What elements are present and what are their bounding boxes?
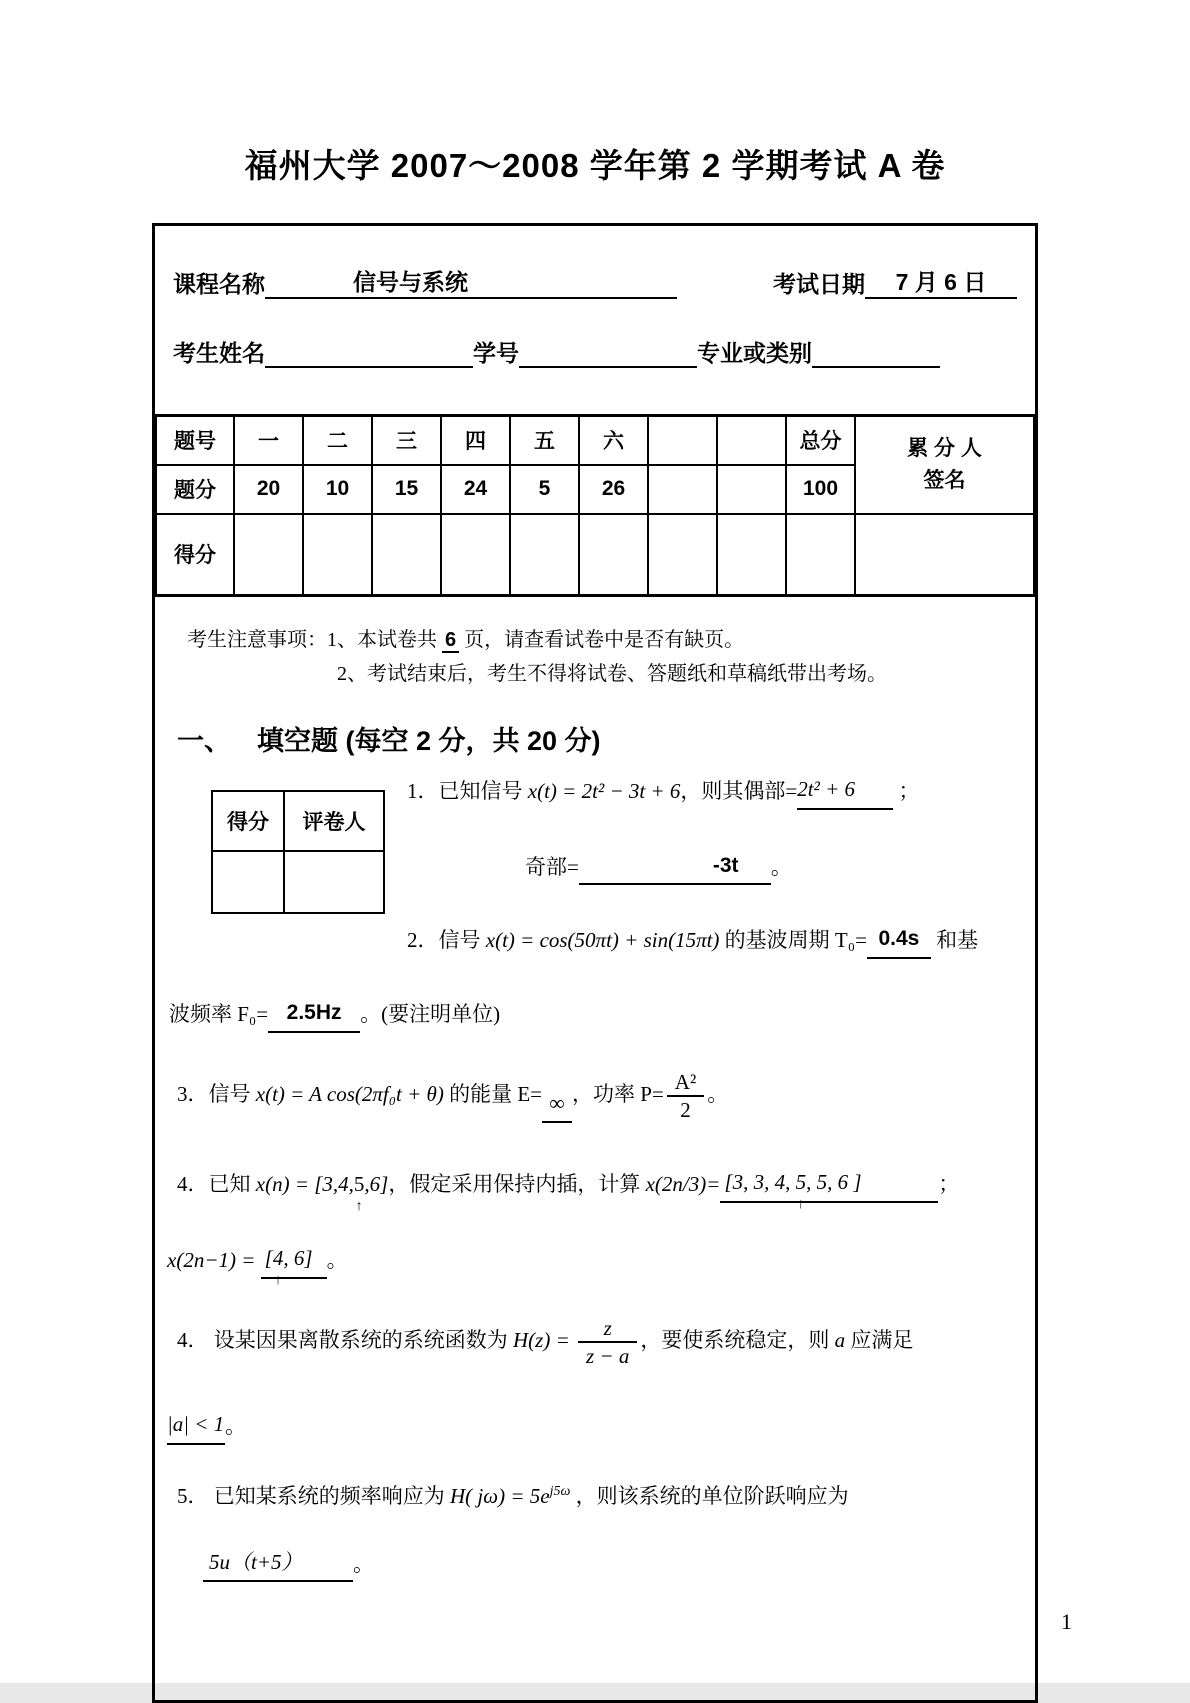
q5-formula-base: H( jω) = 5e (450, 1483, 550, 1508)
course-name-label: 课程名称 (173, 271, 265, 297)
q3-end: 。 (707, 1081, 729, 1106)
score-empty-cell (579, 514, 648, 596)
grade-box-header-row (212, 791, 384, 851)
q4b-answer: |a| < 1 (167, 1407, 225, 1445)
q1-mid: ，则其偶部= (680, 779, 798, 803)
q3-power-denominator: 2 (680, 1098, 691, 1122)
score-row-label: 得分 (156, 514, 234, 596)
score-value-cell (648, 465, 717, 514)
score-header-cell: 总分 (786, 416, 855, 465)
q1-pre: 1．已知信号 (407, 779, 528, 803)
student-name-blank (265, 366, 473, 368)
q4-line2-answer-marked (272, 1241, 284, 1288)
notes-label: 考生注意事项： (187, 629, 327, 651)
q4-answer-marked-digit: 5 (795, 1170, 807, 1195)
page-title: 福州大学 2007～2008 学年第 2 学期考试 A 卷 (244, 147, 946, 184)
grade-box-empty-row (212, 851, 384, 913)
q4-sep: ； (938, 1172, 960, 1197)
q4b-frac-numerator: z (578, 1315, 637, 1343)
q4b-frac-denominator: z − a (586, 1343, 630, 1368)
grade-score-label: 得分 (212, 791, 284, 851)
course-name-value: 信号与系统 (265, 264, 677, 299)
q1-end: 。 (770, 854, 792, 879)
q2-line2-pre: 波频率 F₀= (169, 1002, 269, 1027)
score-value-cell: 26 (579, 465, 648, 514)
question-4b-line2 (167, 1407, 1015, 1445)
q4b-post2: 应满足 (845, 1327, 914, 1352)
notes-line1 (187, 623, 1021, 657)
section-number: 一、 (177, 726, 231, 756)
q3-power-numerator: A² (667, 1069, 704, 1097)
score-empty-cell (510, 514, 579, 596)
q4b-variable: a (834, 1327, 846, 1352)
q2-mid: 的基波周期 T₀= (719, 928, 867, 953)
notes-item1-post: 页，请查看试卷中是否有缺页。 (459, 629, 745, 651)
score-value-cell: 10 (303, 465, 372, 514)
q3-energy-answer: ∞ (542, 1086, 572, 1124)
grade-grader-label: 评卷人 (284, 791, 384, 851)
page-number: 1 (1061, 1609, 1072, 1634)
q4-sequence-marked (353, 1167, 365, 1215)
q2-pre: 2．信号 (407, 928, 486, 953)
q3-formula: x(t) = A cos(2πf₀t + θ) (255, 1081, 444, 1106)
student-name-label: 考生姓名 (173, 340, 265, 366)
q1-even-answer: 2t² + 6 (797, 772, 893, 810)
q4-answer-marked (795, 1165, 807, 1213)
section-1-heading (177, 719, 1021, 758)
course-line (173, 264, 1017, 299)
question-4-line2 (167, 1241, 1015, 1288)
question-5 (177, 1479, 1015, 1515)
question-4b (177, 1315, 1015, 1370)
q4b-fraction (578, 1315, 637, 1370)
q3-pre: 3．信号 (177, 1081, 256, 1106)
q1-odd-label: 奇部= (525, 854, 579, 879)
score-empty-cell (441, 514, 510, 596)
score-empty-cell (372, 514, 441, 596)
q4-expression: x(2n/3)= (645, 1172, 721, 1197)
q1-odd-answer: -3t (579, 848, 771, 886)
up-arrow-icon: ↑ (797, 1197, 805, 1213)
score-value-cell: 100 (786, 465, 855, 514)
score-header-cell: 三 (372, 416, 441, 465)
student-line (173, 335, 1017, 368)
grade-box (211, 790, 385, 914)
q4-line2-answer-post: , 6] (283, 1245, 313, 1270)
q5-answer: 5u（t+5） (203, 1545, 353, 1583)
q4b-pre: 4． 设某因果离散系统的系统函数为 (177, 1327, 513, 1352)
exam-date-value: 7 月 6 日 (865, 264, 1017, 299)
q4-line2-expression: x(2n−1) = (167, 1247, 261, 1272)
q3-power-fraction (667, 1069, 704, 1124)
score-value-cell: 15 (372, 465, 441, 514)
score-header-cell (648, 416, 717, 465)
question-2-line2 (169, 995, 1015, 1033)
notes-page-count: 6 (442, 629, 459, 653)
score-value-cell: 20 (234, 465, 303, 514)
exam-content (155, 597, 1035, 1700)
major-label: 专业或类别 (697, 340, 812, 366)
recorder-signature-label: 签名 (923, 468, 966, 492)
score-table-earned-row (156, 514, 1034, 596)
major-blank (812, 366, 940, 368)
section-title: 填空题 (每空 2 分，共 20 分) (257, 726, 601, 756)
q4-answer (720, 1165, 938, 1213)
student-id-label: 学号 (473, 340, 519, 366)
q4-line2-marked-digit: 4 (272, 1245, 284, 1270)
notes-item1-pre: 1、本试卷共 (327, 629, 442, 651)
q4b-post: ，要使系统稳定，则 (640, 1327, 835, 1352)
q3-mid: 的能量 E= (443, 1081, 543, 1106)
q5-post: ，则该系统的单位阶跃响应为 (570, 1483, 849, 1508)
q4-answer-pre: [3, 3, 4, (724, 1170, 796, 1195)
score-table-header-row (156, 416, 1034, 465)
question-2 (177, 921, 1015, 959)
q2-period-answer: 0.4s (867, 921, 931, 959)
q2-freq-answer: 2.5Hz (268, 995, 360, 1033)
score-header-cell: 四 (441, 416, 510, 465)
q1-sep: ； (893, 779, 920, 803)
question-5-line2 (203, 1545, 1015, 1583)
question-3 (177, 1069, 1015, 1124)
score-empty-cell (234, 514, 303, 596)
q3-mid2: ，功率 P= (572, 1081, 664, 1106)
q2-cont: 和基 (930, 928, 979, 953)
q1-formula: x(t) = 2t² − 3t + 6 (527, 779, 681, 803)
q5-end: 。 (353, 1551, 374, 1576)
q2-formula: x(t) = cos(50πt) + sin(15πt) (485, 928, 720, 953)
q5-formula-exponent: j5ω (549, 1483, 571, 1499)
up-arrow-icon: ↑ (355, 1199, 363, 1215)
student-id-blank (519, 366, 697, 368)
q4-sequence-pre: x(n) = [3,4, (255, 1172, 354, 1197)
exam-date-label: 考试日期 (773, 271, 865, 297)
notes-line2: 2、考试结束后，考生不得将试卷、答题纸和草稿纸带出考场。 (337, 663, 887, 685)
score-value-cell (717, 465, 786, 514)
score-header-cell: 五 (510, 416, 579, 465)
q4b-formula-pre: H(z) = (513, 1327, 575, 1352)
q4-sequence-post: ,6] (364, 1172, 389, 1197)
exam-info-box (152, 223, 1038, 1703)
q4-answer-post: , 5, 6 ] (806, 1170, 862, 1195)
score-row-label: 题分 (156, 465, 234, 514)
q2-line2-note: (要注明单位) (381, 1002, 501, 1027)
q4-line2-answer (261, 1241, 327, 1288)
score-empty-cell (855, 514, 1034, 596)
score-value-cell: 5 (510, 465, 579, 514)
candidate-notes (187, 623, 1021, 691)
q4-line2-end: 。 (326, 1247, 348, 1272)
grade-score-blank (212, 851, 284, 913)
score-empty-cell (717, 514, 786, 596)
q4-marked-digit: 5 (353, 1172, 365, 1197)
q5-pre: 5． 已知某系统的频率响应为 (177, 1483, 450, 1508)
score-row-label: 题号 (156, 416, 234, 465)
score-value-cell: 24 (441, 465, 510, 514)
question-4 (177, 1165, 1015, 1215)
q4-line2-answer-pre: [ (264, 1245, 273, 1270)
score-header-cell: 六 (579, 416, 648, 465)
q4b-end: 。 (225, 1414, 246, 1439)
recorder-signature-cell (855, 416, 1034, 514)
q4-pre: 4．已知 (177, 1172, 256, 1197)
exam-header (155, 226, 1035, 414)
recorder-label: 累 分 人 (907, 437, 982, 461)
q4-mid: ，假定采用保持内插，计算 (388, 1172, 646, 1197)
score-empty-cell (303, 514, 372, 596)
score-empty-cell (786, 514, 855, 596)
up-arrow-icon: ↑ (274, 1272, 282, 1288)
grade-grader-blank (284, 851, 384, 913)
score-header-cell: 一 (234, 416, 303, 465)
score-empty-cell (648, 514, 717, 596)
score-table (155, 414, 1035, 597)
score-header-cell (717, 416, 786, 465)
q2-line2-mid: 。 (360, 1002, 382, 1027)
score-header-cell: 二 (303, 416, 372, 465)
